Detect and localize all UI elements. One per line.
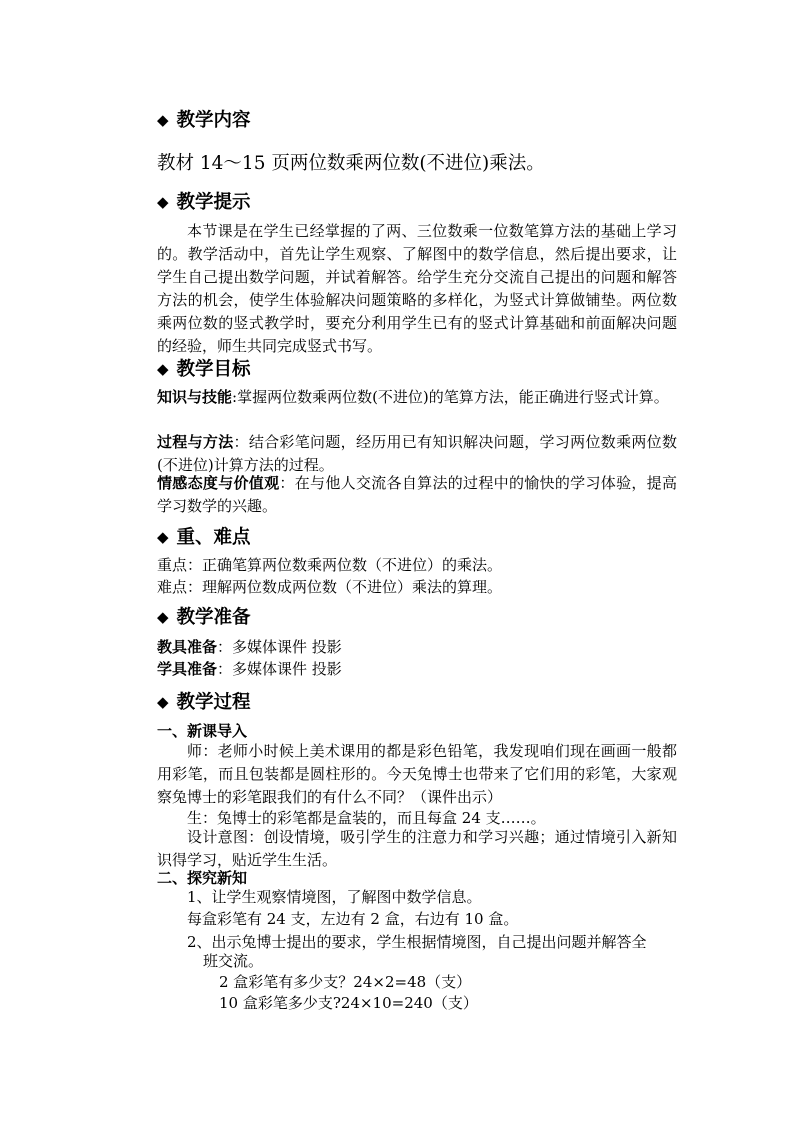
section-intro-title: 一、新课导入: [157, 722, 248, 740]
teacher-prep: 教具准备：多媒体课件 投影: [157, 638, 342, 656]
goal-label: 知识与技能: [157, 388, 233, 406]
heading-content: ◆ 教学内容: [157, 110, 251, 131]
diamond-bullet-icon: ◆: [157, 193, 169, 211]
heading-keypoints: ◆ 重、难点: [157, 527, 251, 548]
diamond-bullet-icon: ◆: [157, 528, 169, 546]
difficult-point: 难点：理解两位数成两位数（不进位）乘法的算理。: [157, 578, 503, 596]
heading-process: ◆ 教学过程: [157, 692, 251, 713]
goal-label: 过程与方法: [157, 433, 234, 451]
question-1: 2 盒彩笔有多少支？24×2=48（支）: [219, 973, 472, 991]
goal-process: 过程与方法：结合彩笔问题，经历用已有知识解决问题，学习两位数乘两位数(不进位)计算方法的过程。: [157, 433, 677, 474]
step-2: 2、出示兔博士提出的要求，学生根据情境图，自己提出问题并解答全: [187, 933, 647, 951]
content-text: 教材 14～15 页两位数乘两位数(不进位)乘法。: [157, 153, 545, 174]
design-intent: 设计意图：创设情境，吸引学生的注意力和学习兴趣；通过情境引入新知识得学习，贴近学生生活。: [157, 828, 677, 869]
diamond-bullet-icon: ◆: [157, 608, 169, 626]
diamond-bullet-icon: ◆: [157, 111, 169, 129]
heading-hint: ◆ 教学提示: [157, 192, 251, 213]
goal-knowledge: 知识与技能:掌握两位数乘两位数(不进位)的笔算方法，能正确进行竖式计算。: [157, 388, 669, 406]
diamond-bullet-icon: ◆: [157, 693, 169, 711]
step-2-cont: 班交流。: [203, 952, 264, 970]
question-2: 10 盒彩笔多少支?24×10=240（支）: [219, 994, 478, 1012]
heading-prep: ◆ 教学准备: [157, 607, 251, 628]
hint-paragraph: 本节课是在学生已经掌握的了两、三位数乘一位数笔算方法的基础上学习的。教学活动中，首先让学生观察、了解图中的数学信息，然后提出要求，让学生自己提出数学问题，并试着解答。给学生充分交流自己提出的问题和解答方法的机会，使学生体验解决问题策略的多样化，为竖式计算做铺垫。两位数乘两位数的竖式教学时，要充分利用学生已有的竖式计算基础和前面解决问题的经验，师生共同完成竖式书写。: [157, 222, 677, 355]
student-prep: 学具准备：多媒体课件 投影: [157, 660, 342, 678]
student-dialogue: 生：兔博士的彩笔都是盒装的，而且每盒 24 支……。: [187, 809, 546, 827]
goal-label: 情感态度与价值观: [157, 474, 280, 492]
step-1: 1、让学生观察情境图，了解图中数学信息。: [187, 888, 482, 906]
heading-goals: ◆ 教学目标: [157, 359, 251, 380]
section-explore-title: 二、探究新知: [157, 869, 248, 887]
teacher-dialogue: 师：老师小时候上美术课用的都是彩色铅笔，我发现咱们现在画画一般都用彩笔，而且包装都是圆柱形的。今天兔博士也带来了它们用的彩笔，大家观察兔博士的彩笔跟我们的有什么不同？（课件出示）: [157, 742, 677, 806]
key-point: 重点：正确笔算两位数乘两位数（不进位）的乘法。: [157, 556, 503, 574]
diamond-bullet-icon: ◆: [157, 360, 169, 378]
info-line: 每盒彩笔有 24 支，左边有 2 盒，右边有 10 盒。: [187, 910, 519, 928]
goal-emotion: 情感态度与价值观：在与他人交流各自算法的过程中的愉快的学习体验，提高学习数学的兴趣。: [157, 474, 677, 515]
